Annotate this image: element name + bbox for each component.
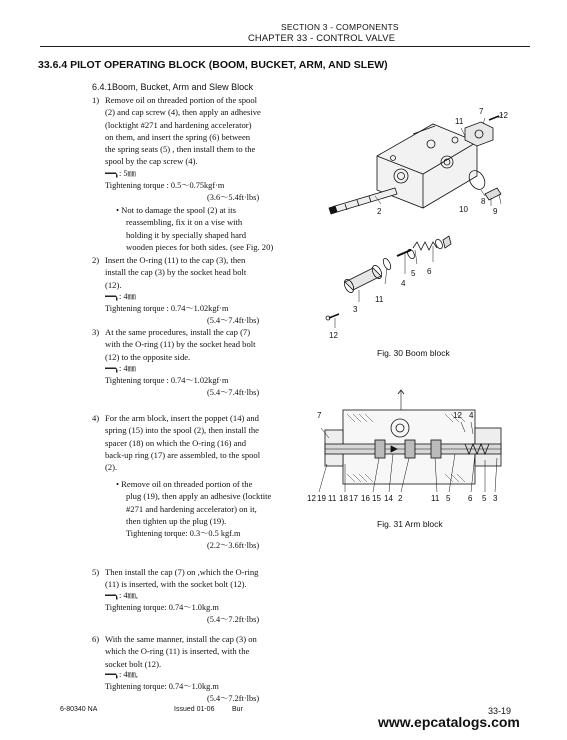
step-line: back-up ring (17) are assembled, to the spool [105,449,261,460]
fig30-label: 6 [427,267,432,276]
step-line: Then install the cap (7) on ,which the O-ring [105,567,259,577]
watermark: www.epcatalogs.com [378,714,520,730]
cap-3 [345,268,381,290]
fig31-label: 4 [469,411,474,420]
fig31-label: 17 [349,494,358,503]
step-line: the spring seats (5) , then install them to the [105,144,256,155]
torque-spec: Tightening torque: 0.74～1.0kg.m [105,603,219,612]
fig30-label: 5 [411,269,416,278]
fig30-label: 7 [479,107,484,116]
step-line: (2). [105,462,118,473]
section-title: 33.6.4 PILOT OPERATING BLOCK (BOOM, BUCKET, ARM, AND SLEW) [38,59,388,71]
step-line: (locktight #271 and hardening accelerator) [105,119,252,130]
fig31-label: 12 [307,494,316,503]
step-4 [92,412,300,473]
fig31-label: 2 [398,494,403,503]
fig30-label: 9 [493,207,498,216]
torque-spec: Tightening torque : 0.5～0.75kgf·m [105,181,225,190]
step-line: (12) to the opposite side. [105,351,191,362]
fig31-label: 16 [361,494,370,503]
torque-alt: (2.2～3.6ft·lbs) [207,541,260,550]
step-line: Insert the O-ring (11) to the cap (3), then [105,255,246,265]
note-line: then tighten up the plug (19). [126,515,227,526]
torque-alt: (5.4～7.4ft·lbs) [207,316,260,325]
fig30-label: 11 [455,117,464,126]
step-line: For the arm block, insert the poppet (14) and [105,413,259,423]
step-3 [92,326,300,363]
torque-spec: Tightening torque: 0.3～0.5 kgf.m [126,529,241,538]
torque-spec: Tightening torque : 0.74～1.02kgf·m [105,304,229,313]
torque-spec: Tightening torque : 0.74～1.02kgf·m [105,376,229,385]
step-line: with the O-ring (11) by the socket head bolt [105,339,256,350]
spring-seat-5 [406,248,416,260]
note-line: wooden pieces for both sides. (see Fig. 20) [126,241,274,252]
fig30-label: 12 [329,331,338,340]
fig30-label: 3 [353,305,358,314]
section-header: SECTION 3 - COMPONENTS [281,22,399,32]
note-line: reassembling, fix it on a vise with [126,217,243,228]
step-1 [92,94,300,168]
torque-spec: Tightening torque: 0.74～1.0kg.m [105,682,219,691]
step-line: Remove oil on threaded portion of the spool [105,95,258,105]
fig30-label: 11 [375,295,384,304]
tool-spec: : 4㎜ [105,363,136,375]
tool-spec: : 4㎜, [105,669,138,681]
step-number: 3) [92,327,100,337]
fig30-label: 12 [499,111,508,120]
step-number: 5) [92,567,100,577]
hex-wrench-icon [105,593,118,600]
hex-wrench-icon [105,171,118,178]
hex-wrench-icon [105,366,118,373]
fig30-boom-block-diagram [315,96,520,346]
step-line: (12). [105,279,122,290]
chapter-header: CHAPTER 33 - CONTROL VALVE [248,33,396,43]
step-number: 2) [92,255,100,265]
note-line: • Not to damage the spool (2) at its [116,205,236,215]
tool-spec: : 4㎜ [105,291,136,303]
fig31-label: 15 [372,494,381,503]
tool-spec: : 5㎜ [105,168,136,180]
fig31-label: 18 [339,494,348,503]
header-divider [40,46,530,47]
step-line: which the O-ring (11) is inserted, with the [105,646,250,657]
fig31-label: 7 [317,411,322,420]
step-6 [92,633,300,670]
step-number: 6) [92,634,100,644]
fig30-label: 2 [377,207,382,216]
fig31-label: 11 [431,494,440,503]
footer-language: Bur [232,706,243,713]
torque-alt: (3.6～5.4ft·lbs) [207,193,260,202]
torque-alt: (5.4～7.2ft·lbs) [207,694,260,703]
step-line: At the same procedures, install the cap (7) [105,327,251,337]
spring-6 [413,242,437,250]
tool-spec: : 4㎜, [105,590,138,602]
fig30-caption: Fig. 30 Boom block [377,348,450,358]
note-block [116,204,300,253]
step-5 [92,566,300,591]
fig31-label: 5 [446,494,451,503]
step-line: spacer (18) on which the O-ring (16) and [105,437,247,448]
torque-alt: (5.4～7.4ft·lbs) [207,388,260,397]
note-line: plug (19), then apply an adhesive (locktite [126,491,272,502]
step-number: 4) [92,413,100,423]
cap-7 [465,122,493,146]
note-line: • Remove oil on threaded portion of the [116,479,253,489]
step-line: (2) and cap screw (4), then apply an adhesive [105,107,261,118]
note-block [116,478,300,527]
fig30-label: 10 [459,205,468,214]
cap-screw-4 [397,250,411,256]
fig31-label: 6 [468,494,473,503]
hex-wrench-icon [105,294,118,301]
fig30-label: 8 [481,197,486,206]
step-line: (11) is inserted, with the socket bolt (12). [105,579,247,590]
fig31-label: 19 [317,494,326,503]
fig31-label: 5 [482,494,487,503]
footer-doc-number: 6-80340 NA [60,706,98,713]
note-line: holding it by specially shaped hard [126,229,247,240]
torque-alt: (5.4～7.2ft·lbs) [207,615,260,624]
hex-wrench-icon [105,672,118,679]
step-line: on them, and insert the spring (6) between [105,131,251,142]
step-2 [92,254,300,291]
fig31-caption: Fig. 31 Arm block [377,519,443,529]
spool-2 [335,188,397,212]
fig31-label: 14 [384,494,393,503]
fig31-label: 11 [328,494,337,503]
fig31-arm-block-diagram [305,388,520,506]
subsection-title: 6.4.1Boom, Bucket, Arm and Slew Block [92,82,254,92]
page-number: 33-19 [488,706,512,716]
footer-issued: Issued 01-06 [174,706,215,713]
note-line: #271 and hardening accelerator) on it, [126,503,257,514]
step-line: With the same manner, install the cap (3) on [105,634,257,644]
step-line: socket bolt (12). [105,658,162,669]
fig31-label: 12 [453,411,462,420]
step-number: 1) [92,95,100,105]
fig31-label: 3 [493,494,498,503]
fig30-label: 4 [401,279,406,288]
step-line: install the cap (3) by the socket head bolt [105,267,247,278]
step-line: spool by the cap screw (4). [105,156,198,167]
step-line: spring (15) into the spool (2), then install the [105,425,259,436]
